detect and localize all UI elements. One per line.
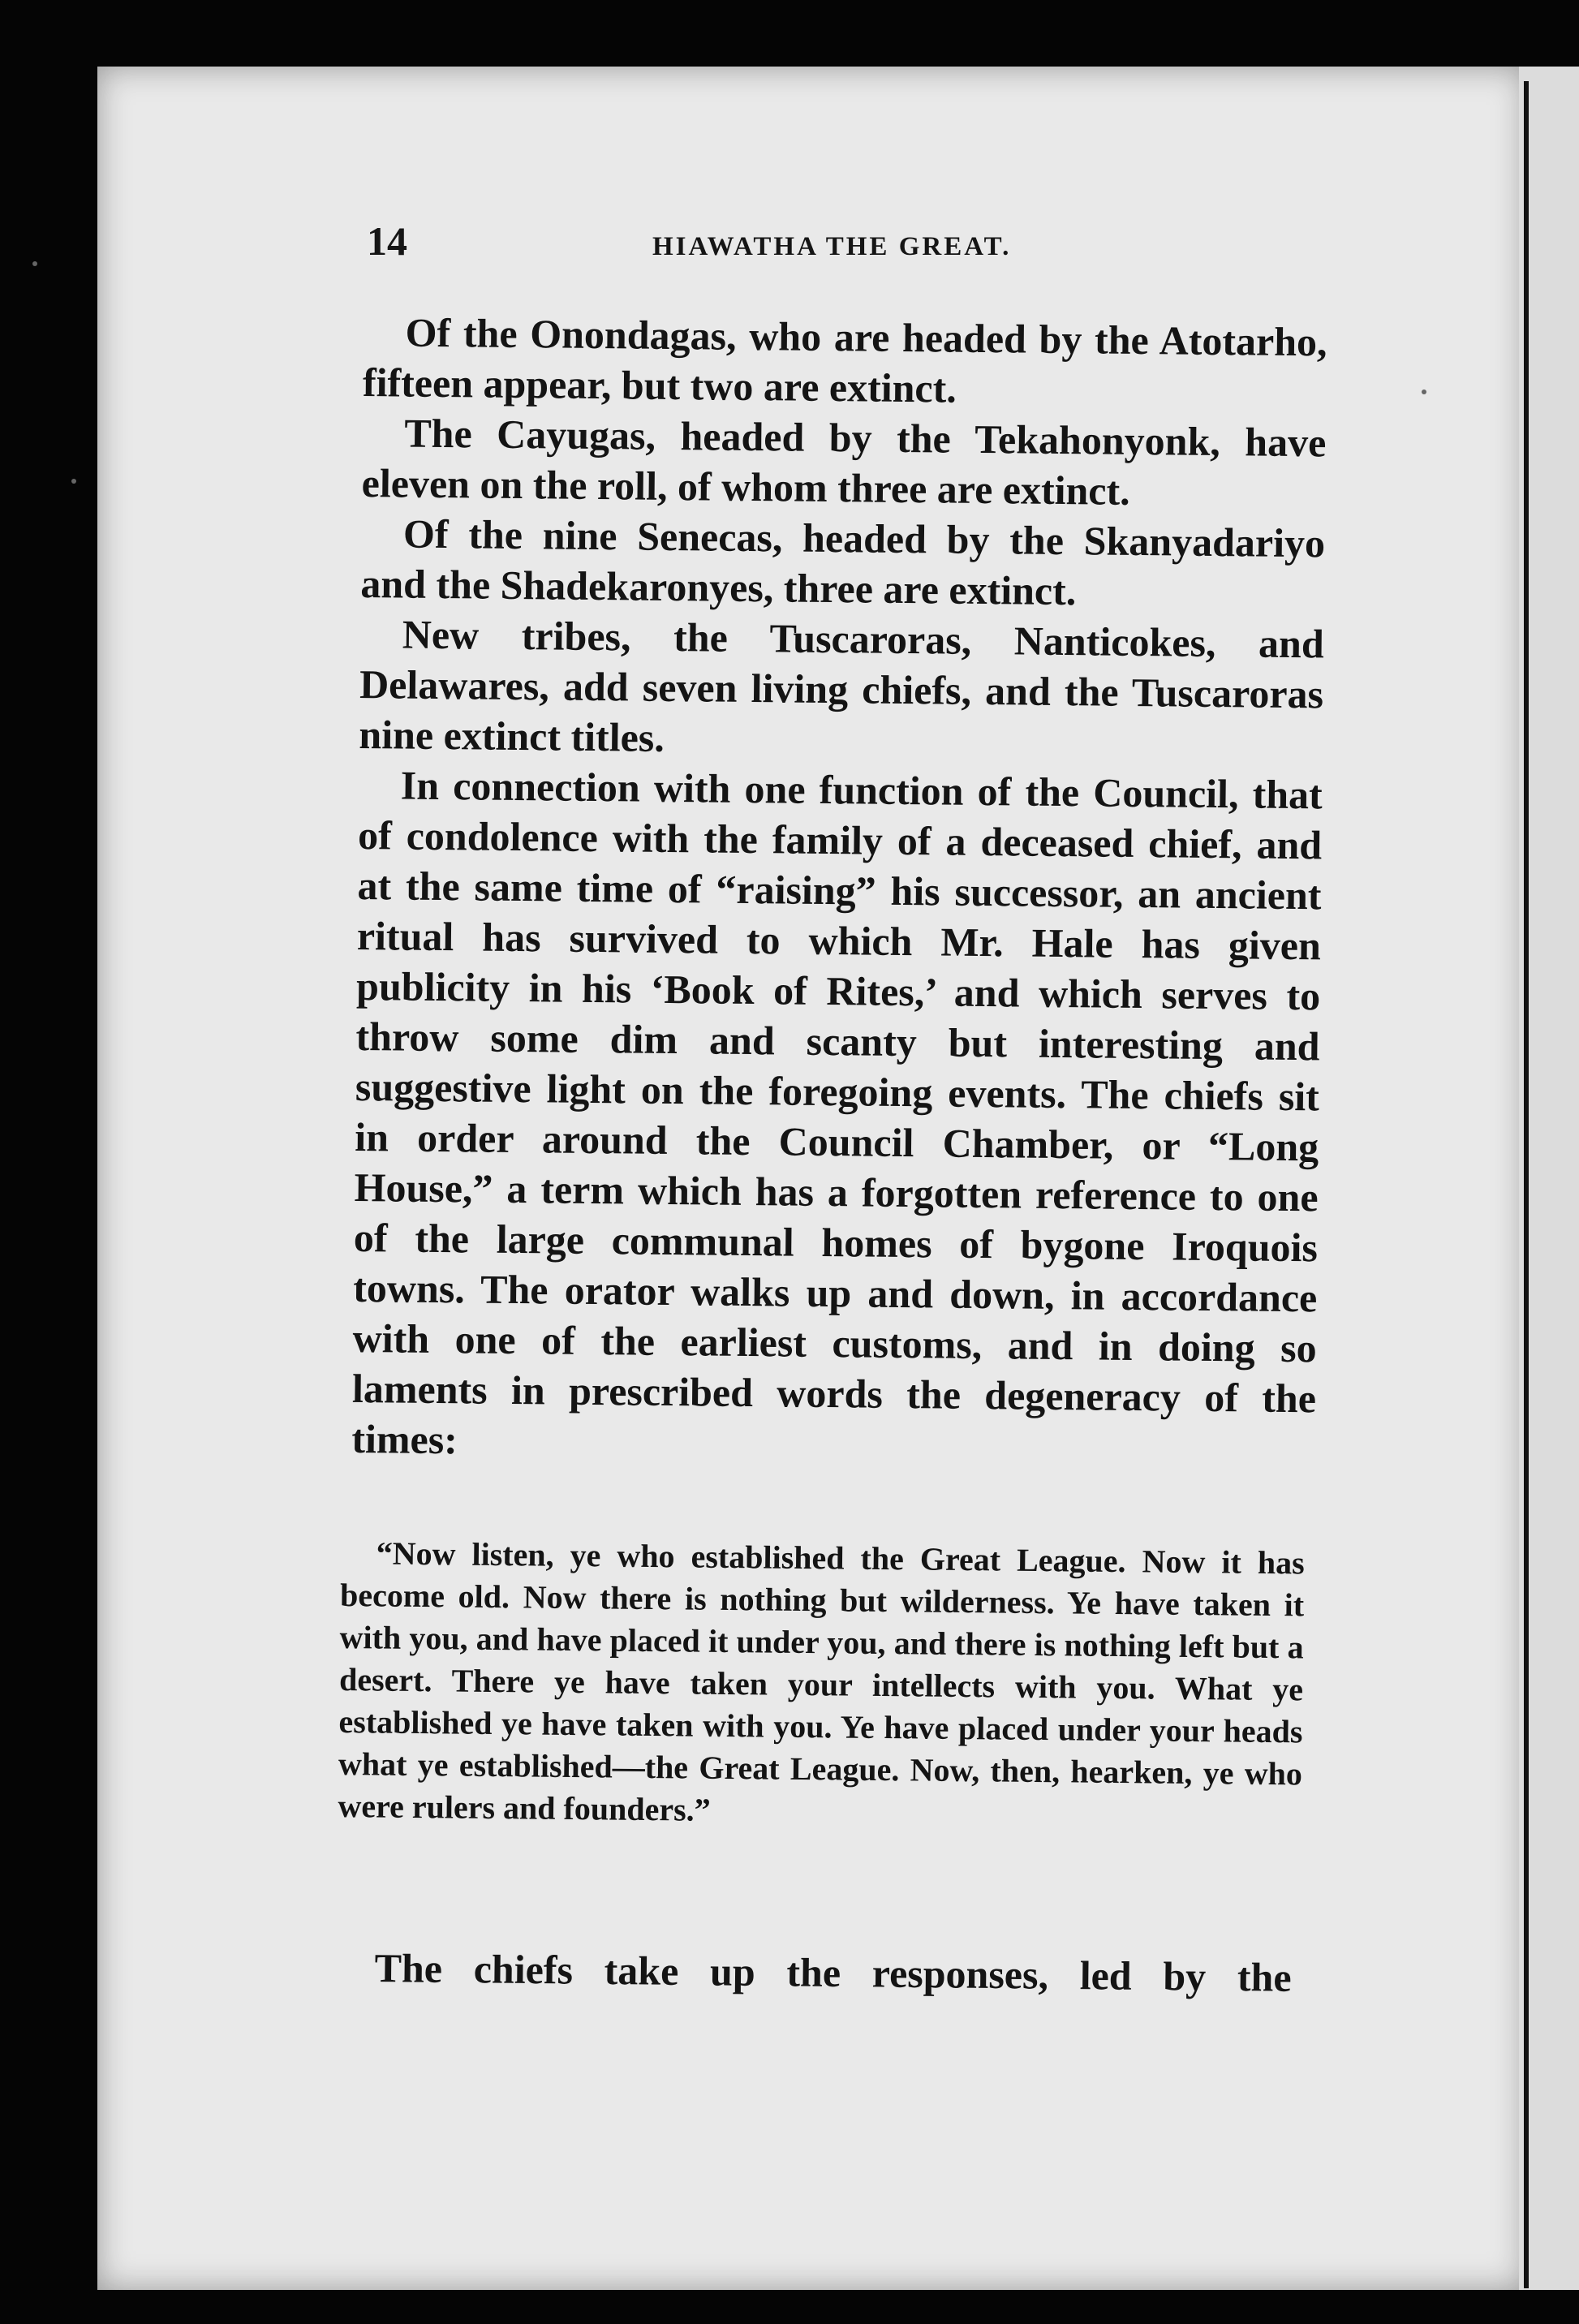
running-title: HIAWATHA THE GREAT.: [652, 232, 1012, 261]
paragraph-cayugas: The Cayugas, headed by the Tekahonyonk, have eleven on the roll, of whom three are extinct.: [361, 410, 1327, 514]
paragraph-senecas: Of the nine Senecas, headed by the Skanyadariyo and the Shadekaronyes, three are extinct.: [360, 510, 1326, 614]
page-number: 14: [367, 218, 407, 264]
paragraph-new-tribes: New tribes, the Tuscaroras, Nanticokes, and Delawares, add seven living chiefs, and the Tuscaroras nine extinct titles.: [359, 611, 1325, 760]
scan-speck: [32, 261, 37, 266]
running-head: [367, 217, 1324, 274]
continuation-line: The chiefs take up the responses, led by the: [374, 1944, 1292, 2000]
scan-speck: [71, 479, 76, 484]
paragraph-onondagas: Of the Onondagas, who are headed by the Atotarho, fifteen appear, but two are extinct.: [362, 309, 1327, 411]
page-edge-shadow: [1524, 81, 1529, 2288]
body-text: [351, 307, 1327, 1474]
paragraph-condolence-ritual: In connection with one function of the Council, that of condolence with the family of a deceased chief, and at the same time of “raising” his successor, an ancient ritual has survived to which Mr. Hale has given publicity in his ‘Book of Rites,’ and which serves to throw some dim and scanty but interesting and suggestive light on the foregoing events. The chiefs sit in order around the Council Chamber, or “Long House,” a term which has a forgotten reference to one of the large communal homes of bygone Iroquois towns. The orator walks up and down, in accordance with one of the earliest customs, and in doing so laments in prescribed words the degeneracy of the times:: [351, 762, 1323, 1463]
scan-speck: [1422, 389, 1426, 394]
block-quotation: “Now listen, ye who established the Great League. Now it has become old. Now there is nothing but wilderness. Ye have taken it with you, and have placed it under you, and there is nothing left but a desert. There ye have taken your intellects with you. What ye established ye have taken with you. Ye have placed under your heads what ye established—the Great League. Now, then, hearken, ye who were rulers and founders.”: [338, 1534, 1305, 1828]
